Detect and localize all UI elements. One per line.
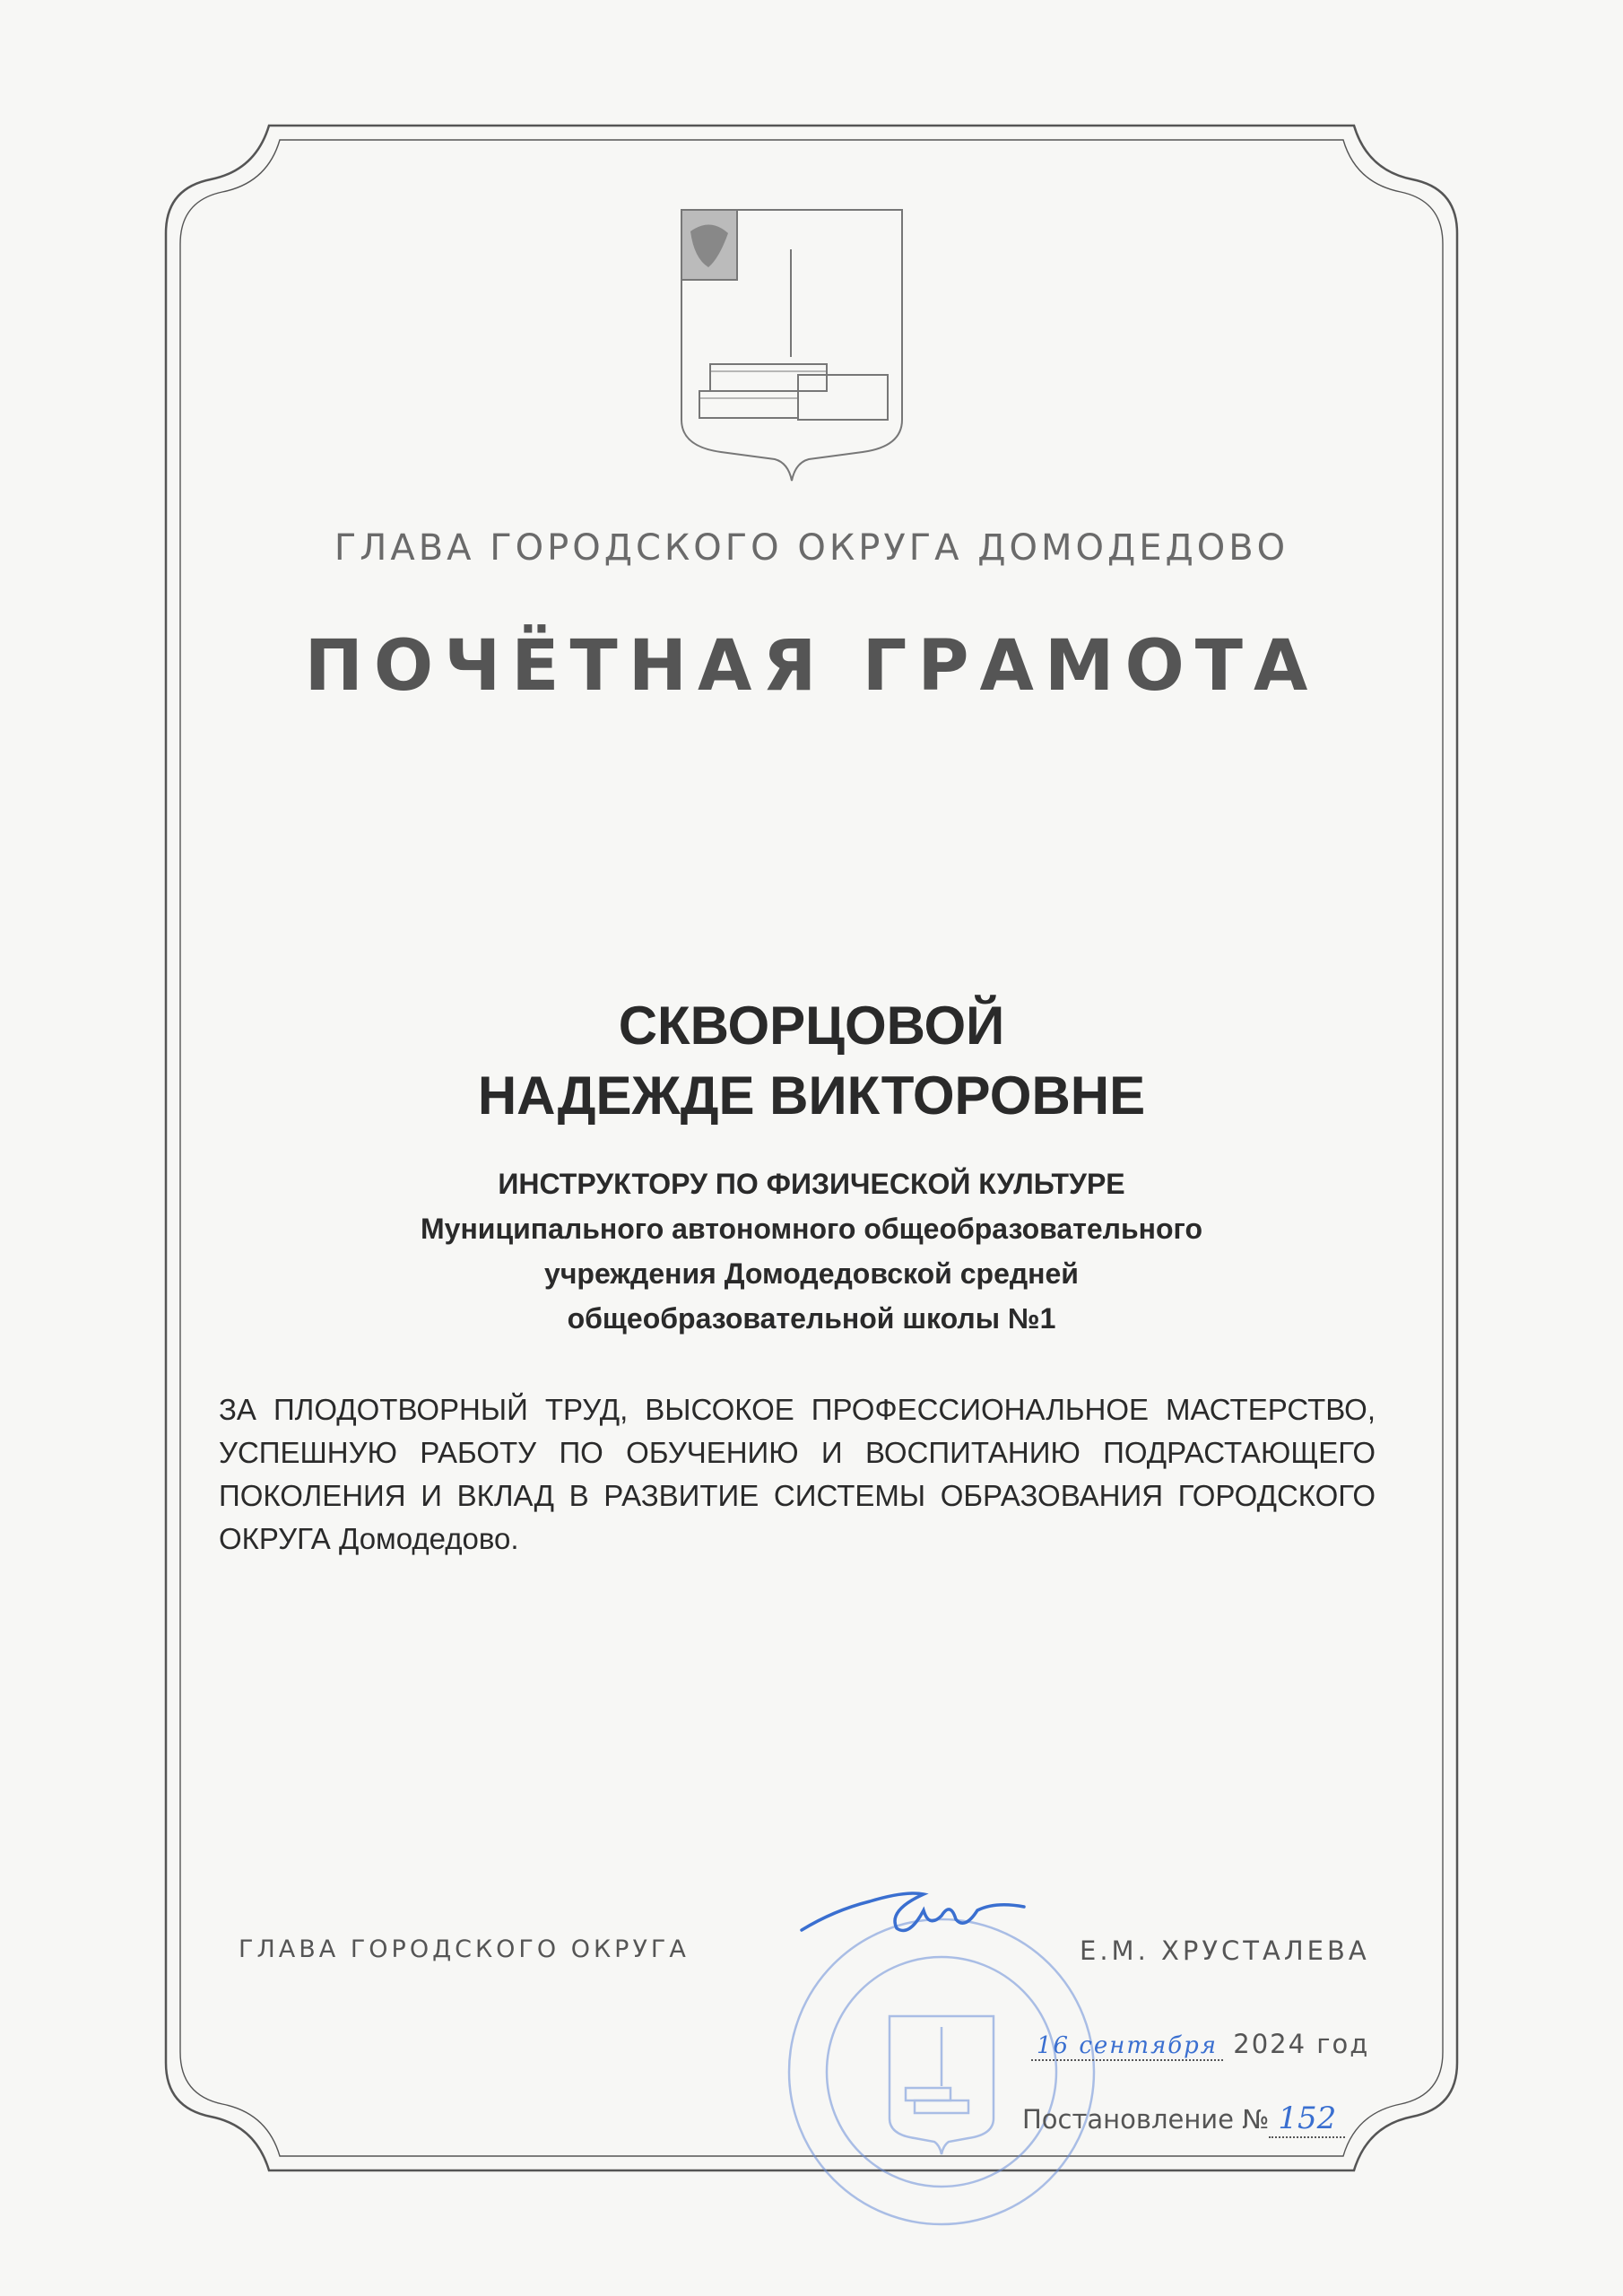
document-title: ПОЧЁТНАЯ ГРАМОТА <box>304 626 1319 707</box>
recipient-surname: СКВОРЦОВОЙ <box>618 996 1005 1056</box>
signer-name: Е.М. ХРУСТАЛЕВА <box>1080 1935 1370 1966</box>
recipient-position-line: учреждения Домодедовской средней <box>544 1257 1079 1290</box>
handwritten-signature <box>798 1874 1031 1955</box>
decree-reference <box>1022 2100 1345 2136</box>
decree-label: Постановление № <box>1022 2104 1270 2135</box>
issue-date <box>1031 2029 1369 2059</box>
issuing-organization: ГЛАВА ГОРОДСКОГО ОКРУГА ДОМОДЕДОВО <box>334 527 1289 569</box>
recipient-position-line: Муниципального автономного общеобразовательного <box>421 1213 1202 1245</box>
coat-of-arms-icon <box>674 204 909 484</box>
handwritten-date: 16 сентября <box>1031 2032 1223 2061</box>
recipient-position-line: общеобразовательной школы №1 <box>567 1302 1056 1335</box>
signer-title: ГЛАВА ГОРОДСКОГО ОКРУГА <box>239 1935 690 1963</box>
recipient-position-line: ИНСТРУКТОРУ ПО ФИЗИЧЕСКОЙ КУЛЬТУРЕ <box>498 1168 1125 1200</box>
decree-number: 152 <box>1269 2100 1345 2138</box>
recipient-given-names: НАДЕЖДЕ ВИКТОРОВНЕ <box>477 1065 1146 1126</box>
award-reason: ЗА ПЛОДОТВОРНЫЙ ТРУД, ВЫСОКОЕ ПРОФЕССИОНАЛЬНОЕ МАСТЕРСТВО, УСПЕШНУЮ РАБОТУ ПО ОБУЧЕНИЮ И ВОСПИТАНИЮ ПОДРАСТАЮЩЕГО ПОКОЛЕНИЯ И ВКЛАД В РАЗВИТИЕ СИСТЕМЫ ОБРАЗОВАНИЯ ГОРОДСКОГО ОКРУГА Домодедово. <box>219 1393 1376 1555</box>
official-seal-icon <box>780 1910 1103 2233</box>
date-year: 2024 год <box>1233 2029 1370 2059</box>
